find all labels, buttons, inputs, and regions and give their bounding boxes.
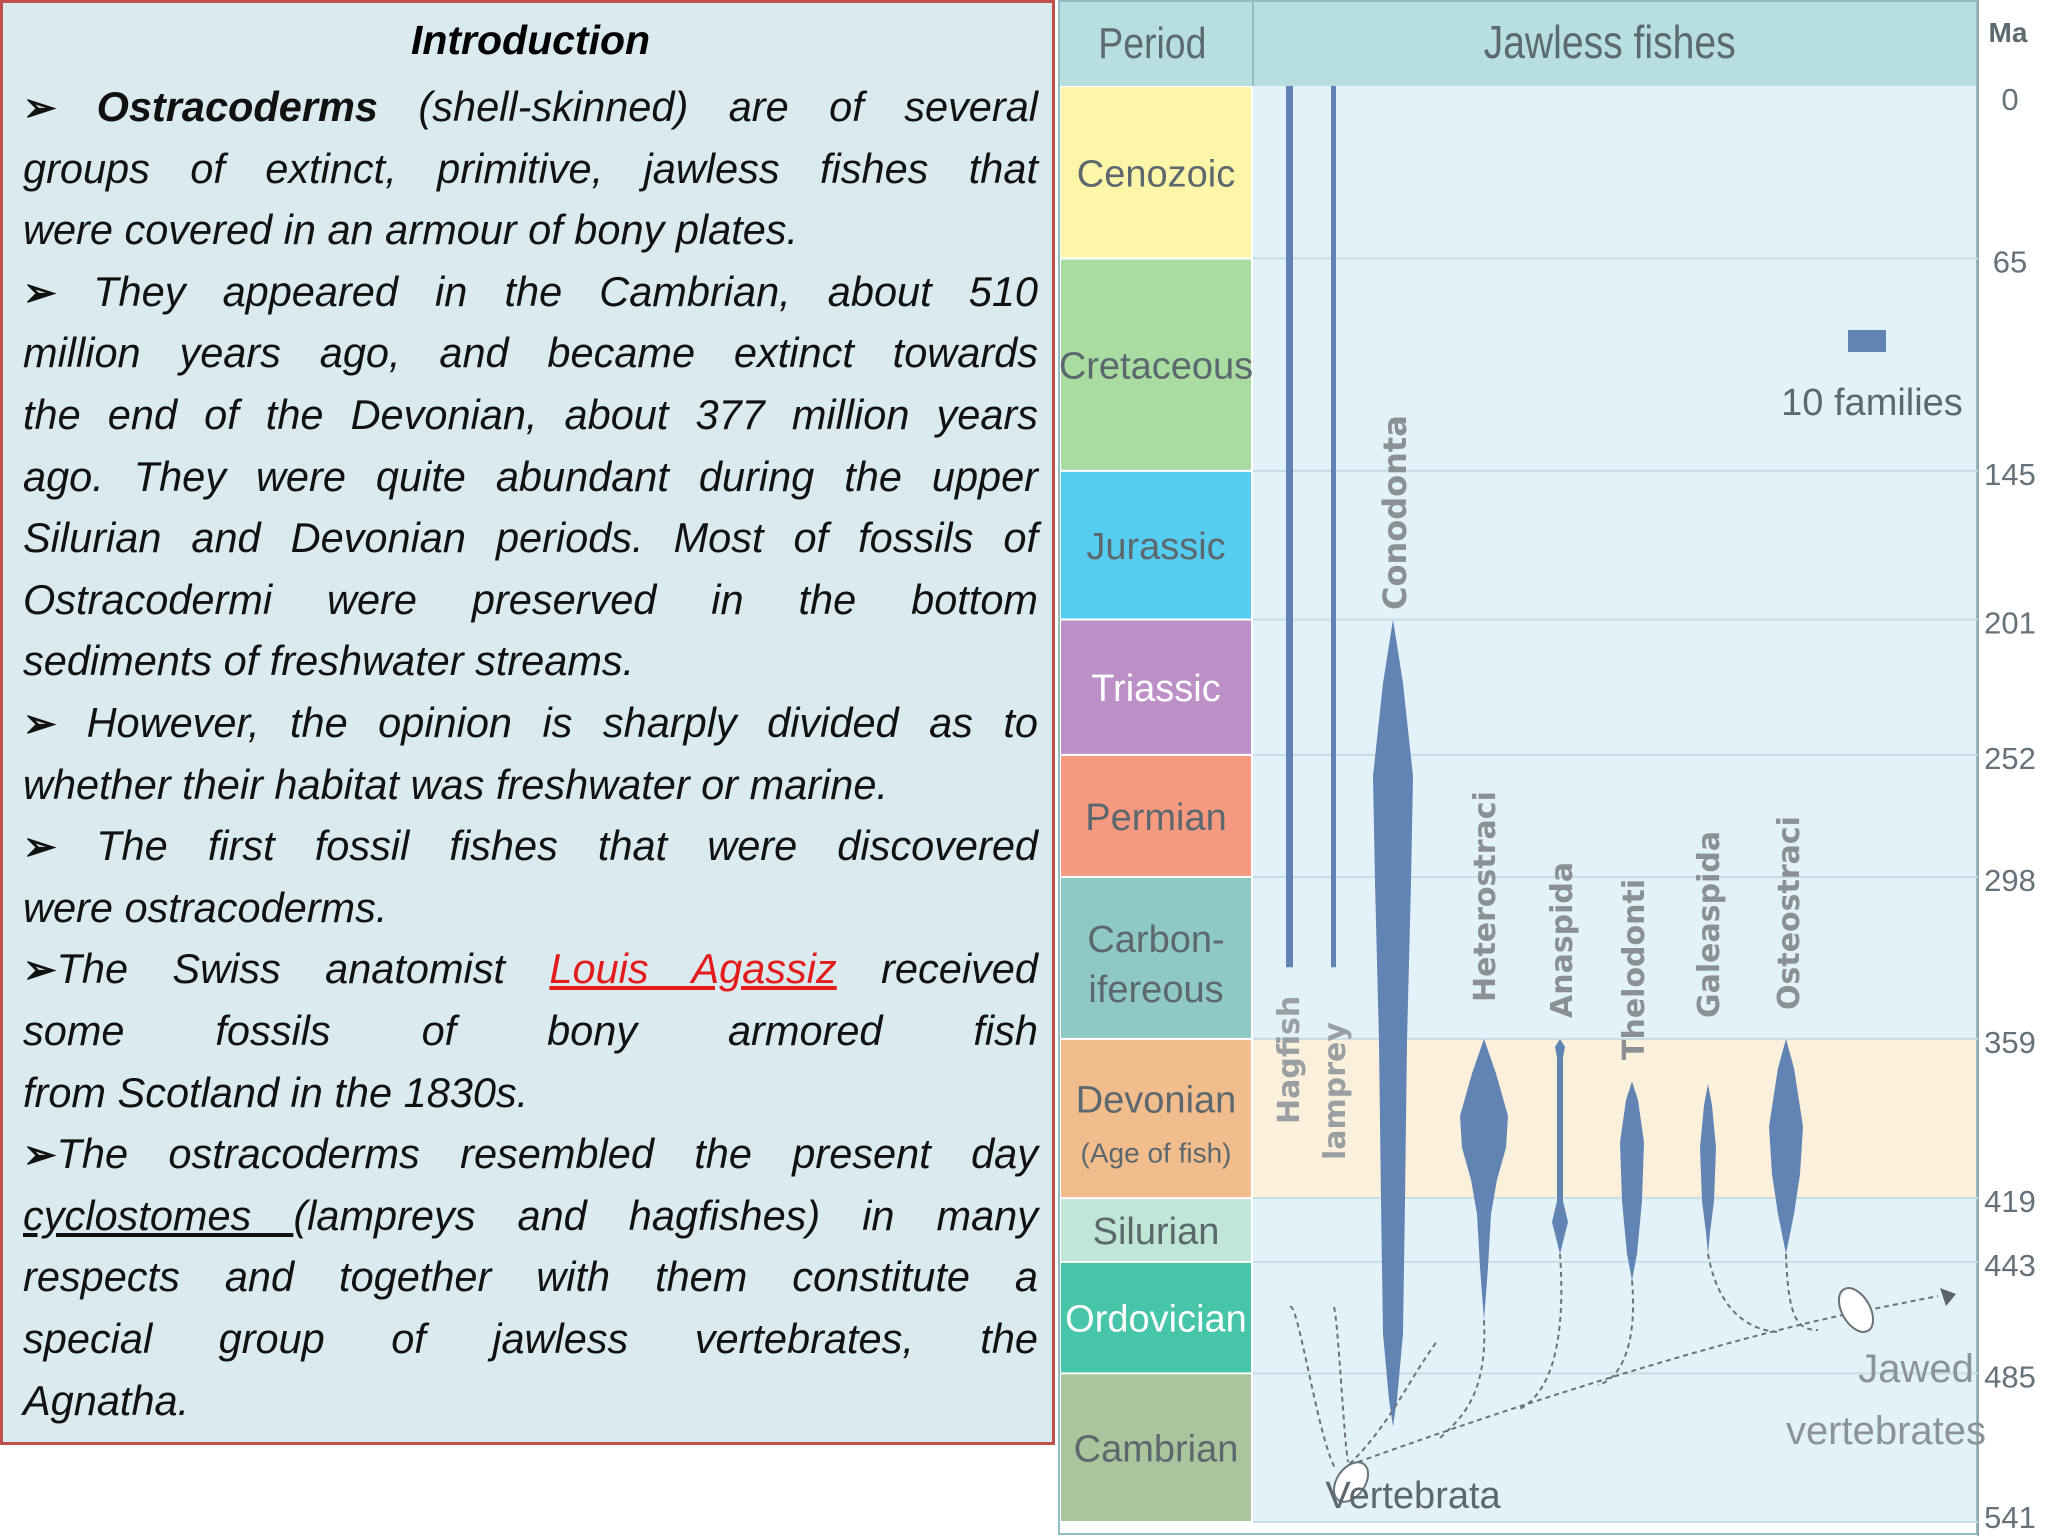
taxon-label-thelodonti: Thelodonti [1617, 878, 1652, 1060]
line-text: received [836, 945, 1038, 993]
line-text: were ostracoderms. [23, 883, 388, 931]
vertebrata-label: Vertebrata [1325, 1475, 1501, 1517]
text-line [23, 635, 1038, 687]
taxon-label-conodonta: Conodonta [1376, 415, 1414, 610]
text-line [23, 204, 1038, 256]
line-text: ago. They were quite abundant during the upper [23, 452, 1038, 500]
tick-label: 252 [1984, 740, 2036, 776]
line-text: Ostracodermi were preserved in the bottom [23, 575, 1038, 623]
text-line [23, 143, 1038, 195]
text-line [23, 820, 1038, 872]
text-line [23, 1067, 1038, 1119]
tick-label: 359 [1984, 1024, 2036, 1060]
louis-agassiz-link[interactable]: Louis Agassiz [549, 945, 837, 993]
text-line [23, 1190, 1038, 1242]
text-line [23, 574, 1038, 626]
jawed-label: vertebrates [1785, 1409, 1987, 1453]
tick-label: 145 [1984, 456, 2036, 492]
tick-label: 541 [1984, 1500, 2036, 1535]
tick-label: 65 [1992, 244, 2028, 280]
period-label: Cenozoic [1076, 153, 1236, 196]
text-line [23, 759, 1038, 811]
hagfish-bar [1286, 86, 1293, 967]
tick-label: 485 [1984, 1359, 2036, 1395]
line-text: They appeared in the Cambrian, about 510 [93, 267, 1038, 315]
line-text: The ostracoderms resembled the present day [56, 1130, 1038, 1178]
period-label: Jurassic [1086, 526, 1226, 569]
line-text: However, the opinion is sharply divided as to [86, 699, 1038, 746]
text-line [23, 1128, 1038, 1180]
line-text: from Scotland in the 1830s. [23, 1068, 529, 1116]
taxon-label-hagfish: Hagfish [1272, 995, 1307, 1124]
devonian-band [1253, 1039, 1978, 1198]
text-line [23, 1005, 1038, 1057]
tick-label: 201 [1984, 605, 2036, 641]
taxon-label-lamprey: lamprey [1318, 1022, 1353, 1160]
lamprey-bar [1331, 86, 1336, 967]
slide-title: Introduction [410, 17, 651, 63]
text-line [23, 451, 1038, 503]
bullet-arrow-icon: ➢ [23, 1133, 57, 1178]
line-text: Agnatha. [23, 1376, 190, 1424]
line-text: some fossils of bony armored fish [23, 1007, 1038, 1054]
legend-label: 10 families [1781, 382, 1963, 424]
line-text: The Swiss anatomist [56, 945, 550, 993]
geologic-timeline-chart [1058, 0, 2048, 1536]
period-label: Permian [1085, 796, 1227, 839]
text-line [23, 327, 1038, 379]
text-line [23, 266, 1038, 318]
tick-label: 298 [1984, 862, 2036, 898]
line-text: were covered in an armour of bony plates. [23, 206, 799, 254]
period-label: Cretaceous [1058, 345, 1254, 388]
text-line [23, 697, 1038, 749]
line-text: million years ago, and became extinct towards [23, 329, 1038, 377]
axis-unit: Ma [1988, 17, 2028, 48]
underlined-term: cyclostomes [23, 1191, 294, 1239]
group-header: Jawless fishes [1483, 17, 1736, 69]
text-line [23, 389, 1038, 441]
taxon-label-anaspida: Anaspida [1545, 861, 1580, 1018]
bullet-arrow-icon: ➢ [23, 270, 94, 315]
taxon-label-galeaspida: Galeaspida [1692, 830, 1727, 1018]
line-text: sediments of freshwater streams. [23, 637, 635, 685]
line-text: The first fossil fishes that were discovered [96, 822, 1038, 870]
bullet-arrow-icon: ➢ [23, 702, 87, 746]
period-label: Devonian [1075, 1079, 1237, 1122]
line-text: (shell-skinned) are of several [377, 83, 1038, 130]
term-bold: Ostracoderms [96, 83, 378, 130]
line-text: whether their habitat was freshwater or marine. [23, 760, 888, 808]
line-text: respects and together with them constitute a [23, 1253, 1038, 1301]
taxon-label-heterostraci: Heterostraci [1468, 791, 1503, 1002]
line-text: (lampreys and hagfishes) in many [293, 1191, 1038, 1239]
text-line [23, 1375, 1038, 1427]
text-line [23, 1313, 1038, 1365]
period-label: Carbon- [1087, 918, 1225, 961]
tick-label: 0 [2001, 82, 2019, 117]
taxon-label-osteostraci: Osteostraci [1772, 816, 1807, 1010]
bullet-arrow-icon: ➢ [23, 86, 97, 130]
period-label: Cambrian [1073, 1428, 1239, 1471]
legend-swatch [1848, 330, 1886, 352]
period-label: Ordovician [1065, 1298, 1247, 1341]
period-label: Silurian [1092, 1211, 1220, 1254]
line-text: groups of extinct, primitive, jawless fishes that [23, 144, 1038, 192]
text-line [23, 512, 1038, 564]
bullet-arrow-icon: ➢ [23, 825, 97, 870]
period-label: ifereous [1088, 968, 1224, 1011]
line-text: Silurian and Devonian periods. Most of fossils of [23, 514, 1038, 562]
tick-label: 443 [1984, 1247, 2036, 1283]
line-text: the end of the Devonian, about 377 million years [23, 391, 1038, 438]
period-header: Period [1098, 18, 1207, 68]
period-label: Triassic [1091, 668, 1221, 711]
bullet-arrow-icon: ➢ [23, 948, 57, 993]
line-text: special group of jawless vertebrates, the [23, 1315, 1038, 1362]
text-line [23, 943, 1038, 995]
period-label: (Age of fish) [1080, 1137, 1232, 1169]
text-line [23, 81, 1038, 133]
jawed-label: Jawed [1858, 1347, 1974, 1391]
text-line [23, 882, 1038, 934]
text-line [23, 1251, 1038, 1303]
tick-label: 419 [1984, 1184, 2036, 1220]
text-panel [0, 0, 1055, 1445]
